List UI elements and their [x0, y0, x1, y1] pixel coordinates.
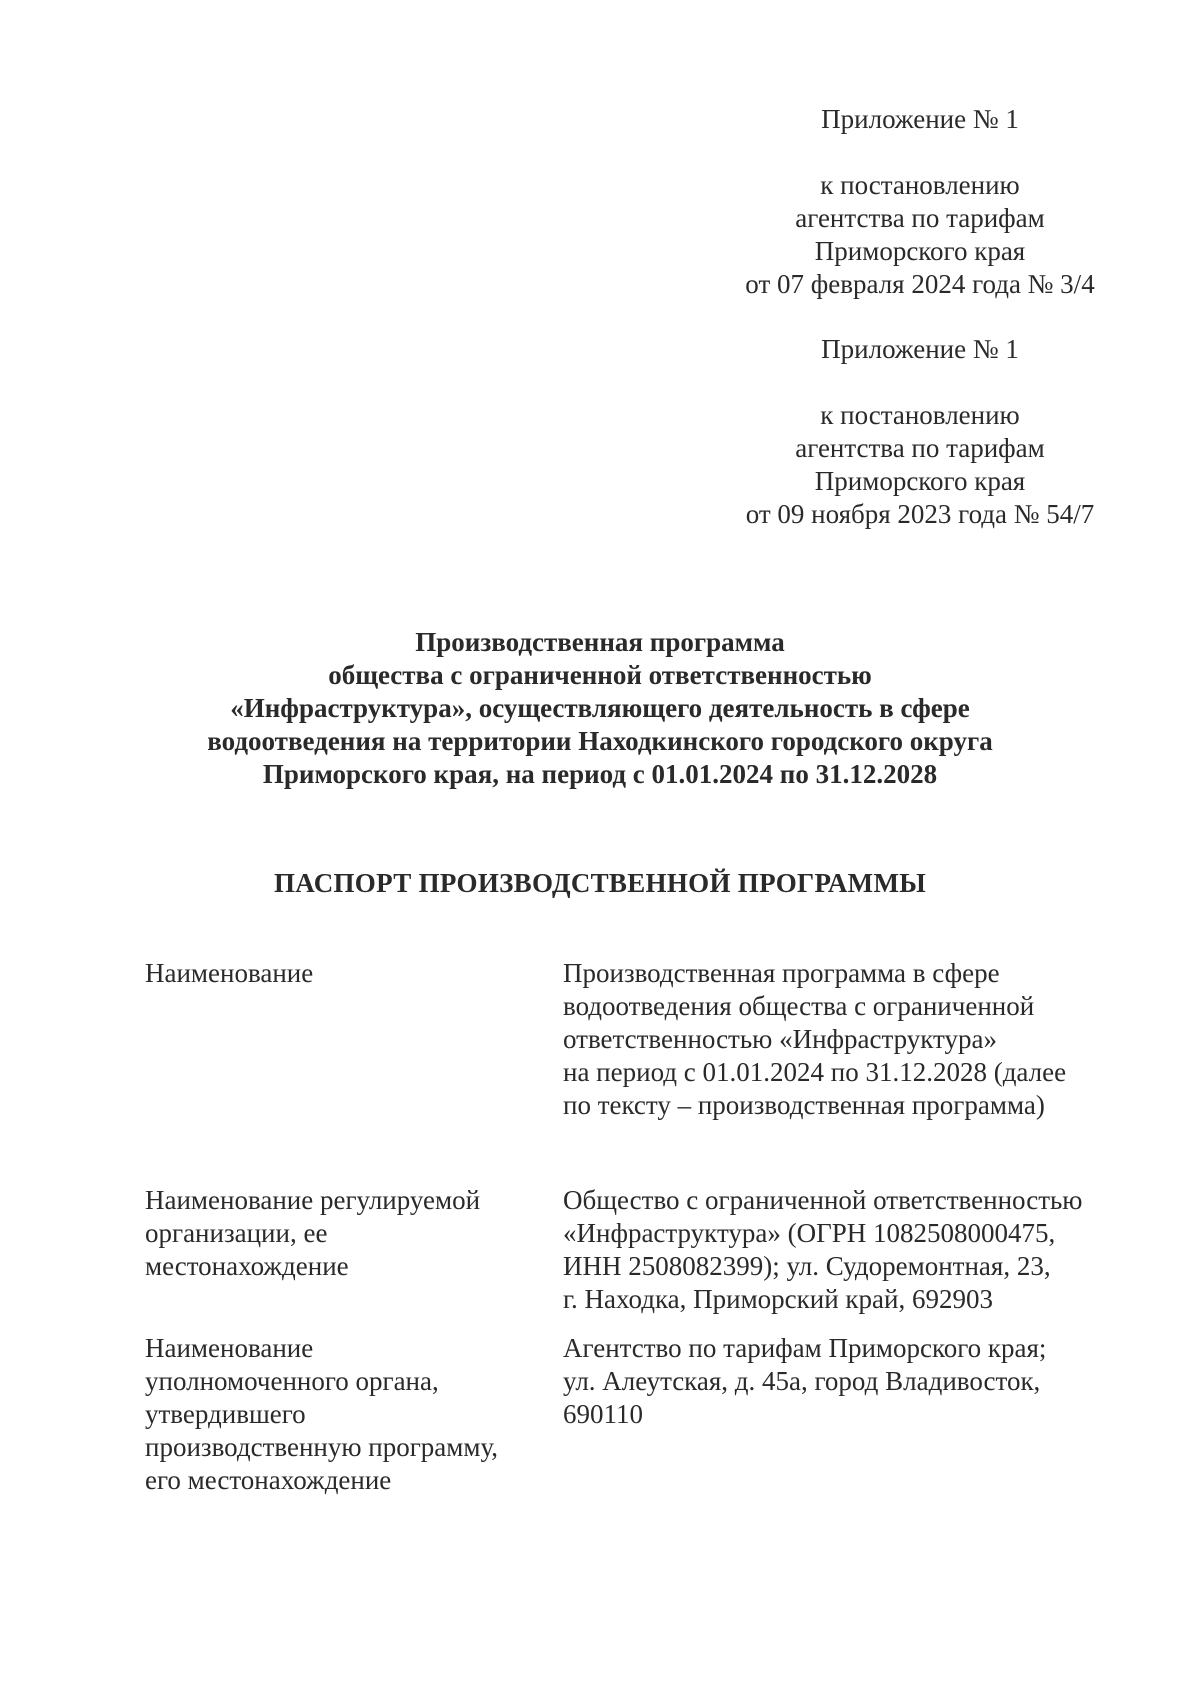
appendix-block: [700, 103, 1140, 301]
value-line: Производственная программа в сфере: [563, 958, 1000, 988]
appendix-line: Приморского края: [814, 466, 1026, 496]
passport-row-value: [563, 1332, 1123, 1431]
program-title-line: Приморского края, на период с 01.01.2024 по 31.12.2028: [262, 759, 938, 789]
label-line: Наименование: [145, 1333, 314, 1363]
label-line: Наименование регулируемой: [145, 1185, 481, 1215]
label-line: его местонахождение: [145, 1465, 392, 1495]
value-line: Агентство по тарифам Приморского края;: [563, 1333, 1047, 1363]
label-line: утвердившего: [145, 1399, 306, 1429]
passport-row-value: [563, 1184, 1123, 1316]
appendix-title: Приложение № 1: [821, 334, 1019, 364]
program-title-line: «Инфраструктура», осуществляющего деятельность в сфере: [230, 693, 970, 723]
appendix-line: к постановлению: [820, 400, 1020, 430]
label-line: производственную программу,: [145, 1432, 498, 1462]
passport-row-label: [145, 1184, 545, 1283]
appendix-line: к постановлению: [820, 170, 1020, 200]
value-line: «Инфраструктура» (ОГРН 1082508000475,: [563, 1218, 1056, 1248]
program-title: [100, 626, 1100, 791]
value-line: ответственностью «Инфраструктура»: [563, 1024, 997, 1054]
program-title-line: водоотведения на территории Находкинского городского округа: [207, 726, 993, 756]
value-line: водоотведения общества с ограниченной: [563, 991, 1035, 1021]
label-line: уполномоченного органа,: [145, 1366, 439, 1396]
program-title-line: Производственная программа: [415, 627, 785, 657]
appendix-title: Приложение № 1: [821, 104, 1019, 134]
appendix-date-line: от 07 февраля 2024 года № 3/4: [745, 269, 1095, 299]
appendix-line: агентства по тарифам: [795, 203, 1045, 233]
value-line: по тексту – производственная программа): [563, 1090, 1045, 1120]
value-line: Общество с ограниченной ответственностью: [563, 1185, 1083, 1215]
passport-row-value: [563, 957, 1123, 1122]
value-line: ул. Алеутская, д. 45а, город Владивосток,: [563, 1366, 1041, 1396]
appendix-block: [700, 333, 1140, 531]
appendix-line: агентства по тарифам: [795, 433, 1045, 463]
passport-row-label: [145, 1332, 545, 1497]
value-line: 690110: [563, 1399, 643, 1429]
label-line: организации, ее: [145, 1218, 328, 1248]
value-line: на период с 01.01.2024 по 31.12.2028 (далее: [563, 1057, 1067, 1087]
label-line: Наименование: [145, 958, 314, 988]
appendix-spacer: [700, 136, 1140, 169]
passport-row-label: [145, 957, 545, 990]
label-line: местонахождение: [145, 1251, 349, 1281]
program-title-line: общества с ограниченной ответственностью: [328, 660, 872, 690]
value-line: г. Находка, Приморский край, 692903: [563, 1284, 993, 1314]
passport-heading: ПАСПОРТ ПРОИЗВОДСТВЕННОЙ ПРОГРАММЫ: [273, 868, 927, 898]
appendix-date-line: от 09 ноября 2023 года № 54/7: [745, 499, 1095, 529]
value-line: ИНН 2508082399); ул. Судоремонтная, 23,: [563, 1251, 1051, 1281]
appendix-spacer: [700, 366, 1140, 399]
appendix-line: Приморского края: [814, 236, 1026, 266]
